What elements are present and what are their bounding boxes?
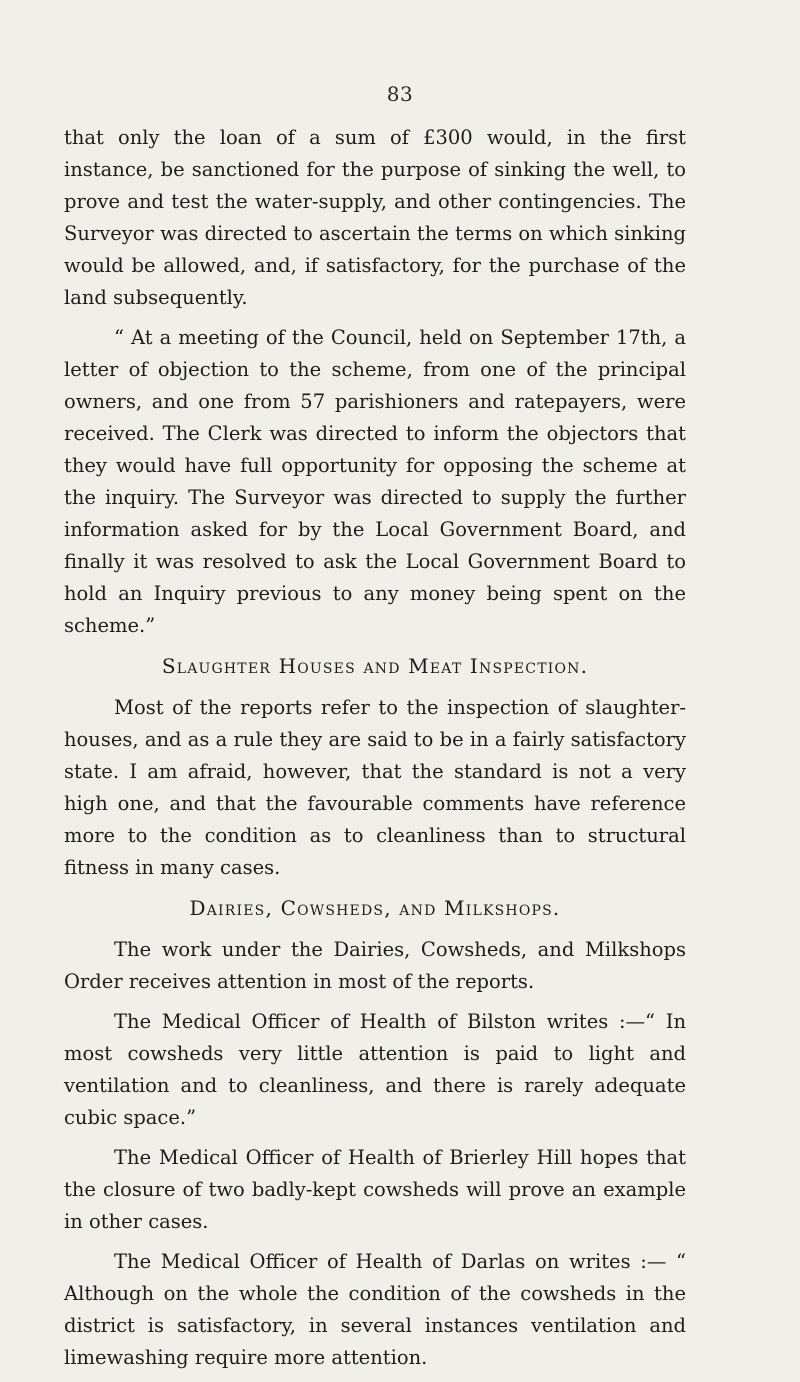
paragraph-dairies-order: The work under the Dairies, Cowsheds, and Milkshops Order receives attention in most of the reports. <box>64 938 686 993</box>
section-heading-slaughter-houses: Slaughter Houses and Meat Inspection. <box>161 654 589 678</box>
paragraph-continuation: that only the loan of a sum of £300 would, in the first instance, be sanctioned for the purpose of sinking the well, to prove and test the water-supply, and other contingencies. The Surveyor was directed to ascertain the terms on which sinking would be allowed, and, if satisfactory, for the purchase of the land subsequently. <box>64 126 686 309</box>
paragraph-darlaston: The Medical Officer of Health of Darlas on writes :— “ Although on the whole the condition of the cowsheds in the district is satisfactory, in several instances ventilation and limewashing require more attention. <box>64 1250 686 1369</box>
body-text <box>64 122 686 1382</box>
page-number: 83 <box>386 82 414 106</box>
paragraph-council-meeting: “ At a meeting of the Council, held on September 17th, a letter of objection to the scheme, from one of the principal owners, and one from 57 parishioners and ratepayers, were received. The Clerk was directed to inform the objectors that they would have full opportunity for opposing the scheme at the inquiry. The Surveyor was directed to supply the further information asked for by the Local Government Board, and finally it was resolved to ask the Local Government Board to hold an Inquiry previous to any money being spent on the scheme.” <box>64 326 686 637</box>
section-heading-dairies: Dairies, Cowsheds, and Milkshops. <box>189 896 561 920</box>
paragraph-slaughter-houses: Most of the reports refer to the inspection of slaughter-houses, and as a rule they are said to be in a fairly satisfactory state. I am afraid, however, that the standard is not a very high one, and that the favourable comments have reference more to the condition as to cleanliness than to structural fitness in many cases. <box>64 696 686 879</box>
paragraph-bilston: The Medical Officer of Health of Bilston writes :—“ In most cowsheds very little attention is paid to light and ventilation and to cleanliness, and there is rarely adequate cubic space.” <box>64 1010 686 1129</box>
paragraph-brierley-hill: The Medical Officer of Health of Brierley Hill hopes that the closure of two badly-kept cowsheds will prove an example in other cases. <box>64 1146 686 1233</box>
